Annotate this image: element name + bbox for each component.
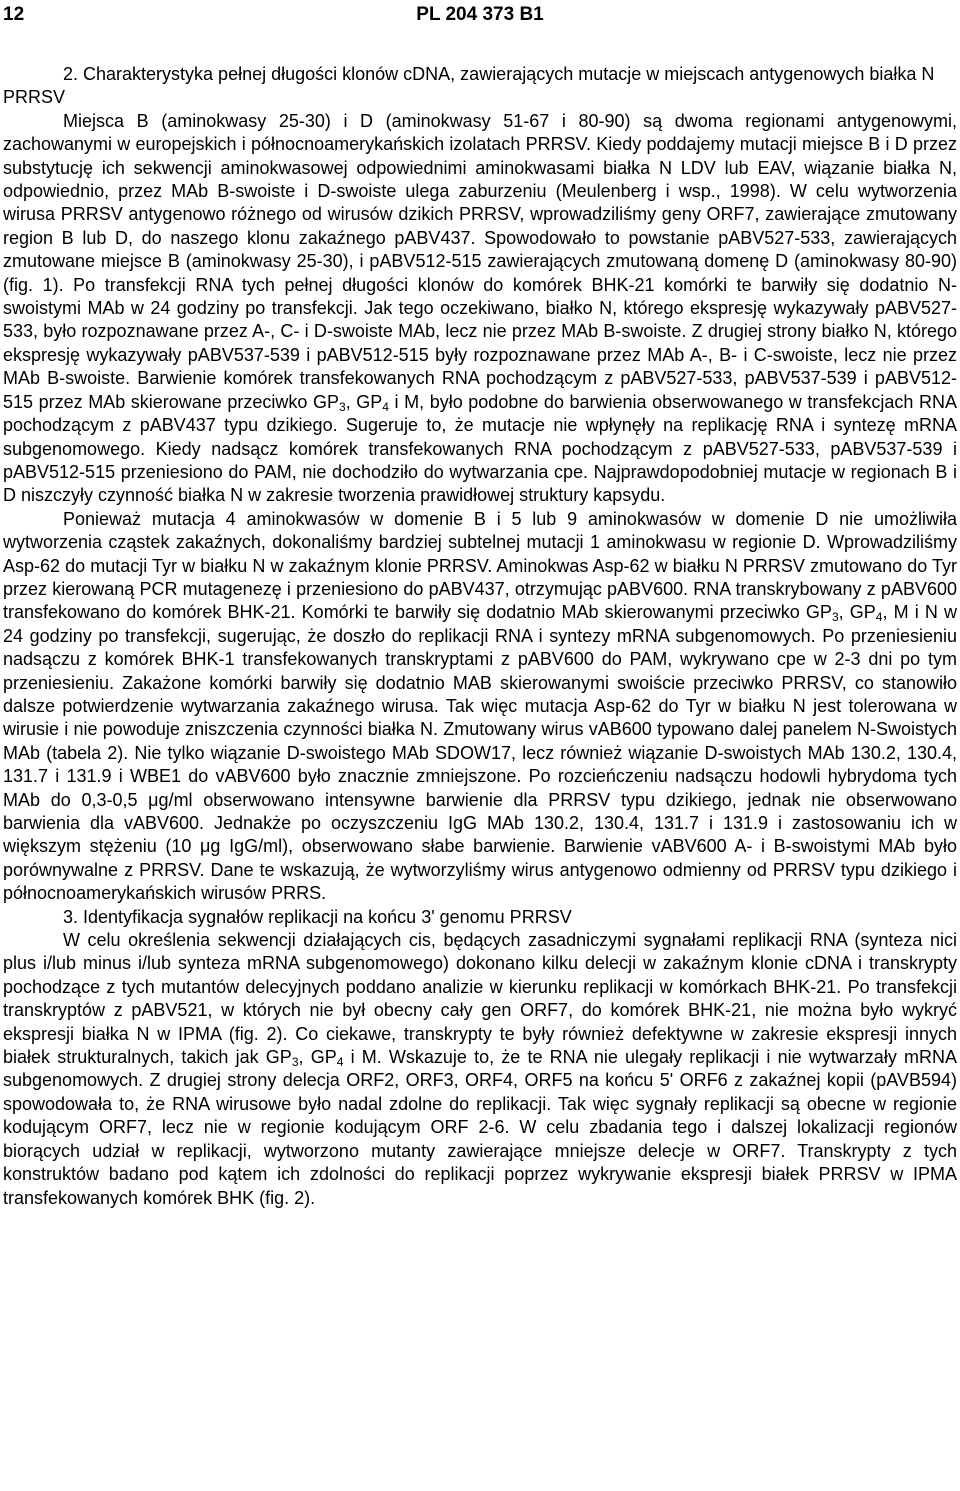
section-3-paragraph-1: W celu określenia sekwencji działających cis, będących zasadniczymi sygnałami replikacji RNA (synteza nici plus i/lub minus i/lub synteza mRNA subgenomowego) dokonano kilku delecji w zakaźnym klonie cDNA i transkrypty pochodzące z tych mutantów delecyjnych poddano analizie w kierunku replikacji w komórkach BHK-21. Po transfekcji transkryptów z pABV521, w których nie był obecny cały gen ORF7, do komórek BHK-21, nie można było wykryć ekspresji białka N w IPMA (fig. 2). Co ciekawe, transkrypty te były również defektywne w zakresie ekspresji innych białek strukturalnych, takich jak $GP_3$, $GP_4$ i M. Wskazuje to, że te RNA nie ulegały replikacji i nie wytwarzały mRNA subgenomowych. Z drugiej strony delecja ORF2, ORF3, ORF4, ORF5 na końcu 5' ORF6 z zakaźnej kopii (pAVB594) spowodowała to, że RNA wirusowe było nadal zdolne do replikacji. Tak więc sygnały replikacji są obecne w regionie kodującym ORF7, lecz nie w regionie kodującym ORF 2-6. W celu zbadania tego i dalszej lokalizacji regionów biorących udział w replikacji, wytworzono mutanty zawierające mniejsze delecje w ORF7. Transkrypty z tych konstruktów badano pod kątem ich zdolności do replikacji poprzez wykrywanie ekspresji białek PRRSV w IPMA transfekowanych komórek BHK (fig. 2). bbox=[3, 930, 957, 1208]
section-3-heading: 3. Identyfikacja sygnałów replikacji na końcu 3' genomu PRRSV bbox=[63, 906, 572, 927]
document-id: PL 204 373 B1 bbox=[416, 4, 544, 25]
document-body bbox=[3, 63, 957, 1210]
section-2-paragraph-1: Miejsca B (aminokwasy 25-30) i D (aminokwasy 51-67 i 80-90) są dwoma regionami antygenowymi, zachowanymi w europejskich i północnoamerykańskich izolatach PRRSV. Kiedy poddajemy mutacji miejsce B i D przez substytucję ich sekwencji aminokwasowej odpowiednimi aminokwasami białka N LDV lub EAV, wiązanie białka N, odpowiednio, przez MAb B-swoiste i D-swoiste ulega zaburzeniu (Meulenberg i wsp., 1998). W celu wytworzenia wirusa PRRSV antygenowo różnego od wirusów dzikich PRRSV, wprowadziliśmy geny ORF7, zawierające zmutowany region B lub D, do naszego klonu zakaźnego pABV437. Spowodowało to powstanie pABV527-533, zawierających zmutowane miejsce B (aminokwasy 25-30), i pABV512-515 zawierających zmutowaną domenę D (aminokwasy 80-90) (fig. 1). Po transfekcji RNA tych pełnej długości klonów do komórek BHK-21 komórki te barwiły się dodatnio N-swoistymi MAb w 24 godziny po transfekcji. Jak tego oczekiwano, białko N, którego ekspresję wykazywały pABV527-533, było rozpoznawane przez A-, C- i D-swoiste MAb, lecz nie przez MAb B-swoiste. Z drugiej strony białko N, którego ekspresję wykazywały pABV537-539 i pABV512-515 były rozpoznawane przez MAb A-, B- i C-swoiste, lecz nie przez MAb B-swoiste. Barwienie komórek transfekowanych RNA pochodzącym z pABV527-533, pABV537-539 i pABV512-515 przez MAb skierowane przeciwko $GP_3$, $GP_4$ i M, było podobne do barwienia obserwowanego w transfekcjach RNA pochodzącym z pABV437 typu dzikiego. Sugeruje to, że mutacje nie wpłynęły na replikację RNA i syntezę mRNA subgenomowego. Kiedy nadsącz komórek transfekowanych RNA pochodzącym z pABV527-533, pABV537-539 i pABV512-515 przeniesiono do PAM, nie dochodziło do wytwarzania cpe. Najprawdopodobniej mutacje w regionach B i D niszczyły czynność białka N w zakresie tworzenia prawidłowej struktury kapsydu. bbox=[3, 110, 957, 506]
page-header bbox=[3, 4, 957, 28]
section-2-paragraph-2: Ponieważ mutacja 4 aminokwasów w domenie B i 5 lub 9 aminokwasów w domenie D nie umożliwiła wytworzenia cząstek zakaźnych, dokonaliśmy bardziej subtelnej mutacji 1 aminokwasu w regionie D. Wprowadziliśmy Asp-62 do mutacji Tyr w białku N w zakaźnym klonie PRRSV. Aminokwas Asp-62 w białku N PRRSV zmutowano do Tyr przez kierowaną PCR mutagenezę i przeniesiono do pABV437, otrzymując pABV600. RNA transkrybowany z pABV600 transfekowano do komórek BHK-21. Komórki te barwiły się dodatnio MAb skierowanymi przeciwko $GP_3$, $GP_4$, M i N w 24 godziny po transfekcji, sugerując, że doszło do replikacji RNA i syntezy mRNA subgenomowych. Po przeniesieniu nadsączu z komórek BHK-1 transfekowanych transkryptami z pABV600 do PAM, wykrywano cpe w 2-3 dni po tym przeniesieniu. Zakażone komórki barwiły się dodatnio MAB skierowanymi swoiście przeciwko PRRSV, co stanowiło dalsze potwierdzenie wytwarzania zakaźnego wirusa. Tak więc mutacja Asp-62 do Tyr w białku N jest tolerowana w wirusie i nie powoduje zniszczenia czynności białka N. Zmutowany wirus vAB600 typowano dalej panelem N-Swoistych MAb (tabela 2). Nie tylko wiązanie D-swoistego MAb SDOW17, lecz również wiązanie D-swoistych MAb 130.2, 130.4, 131.7 i 131.9 i WBE1 do vABV600 było znacznie zmniejszone. Po rozcieńczeniu nadsączu hodowli hybrydoma tych MAb do 0,3-0,5 μg/ml obserwowano intensywne barwienie dla PRRSV typu dzikiego, jednak nie obserwowano barwienia dla vABV600. Jednakże po oczyszczeniu IgG MAb 130.2, 130.4, 131.7 i 131.9 i zastosowaniu ich w większym stężeniu (10 μg IgG/ml), obserwowano słabe barwienie. Barwienie vABV600 A- i B-swoistymi MAb było porównywalne z PRRSV. Dane te wskazują, że wytworzyliśmy wirus antygenowo odmienny od PRRSV typu dzikiego i północnoamerykańskich wirusów PRRS. bbox=[3, 508, 957, 904]
section-2-heading: 2. Charakterystyka pełnej długości klonów cDNA, zawierających mutacje w miejscach antygenowych białka N PRRSV bbox=[3, 64, 935, 108]
page-number: 12 bbox=[3, 4, 25, 25]
